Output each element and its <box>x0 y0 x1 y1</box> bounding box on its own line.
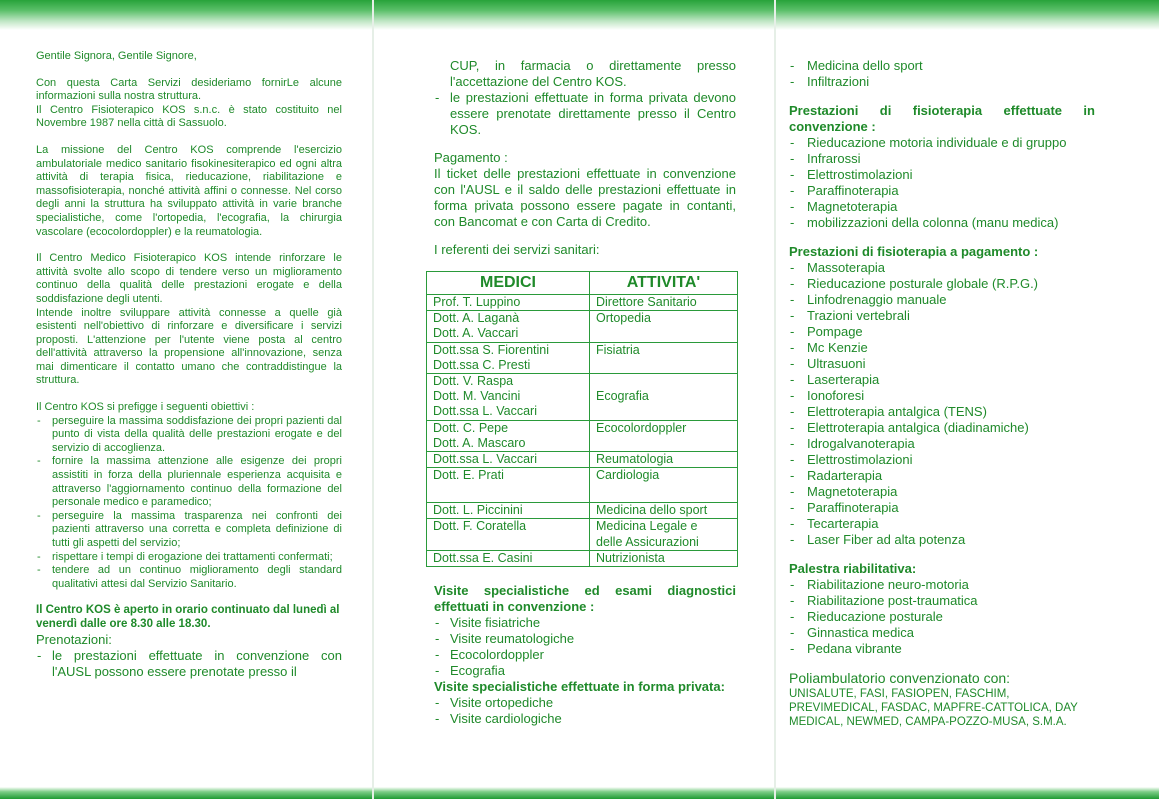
doctor-name: Dott. M. Vancini <box>433 389 521 404</box>
list-item: - Ionoforesi <box>789 388 1095 404</box>
table-row <box>427 519 738 550</box>
activity: delle Assicurazioni <box>596 534 699 549</box>
list-item: - perseguire la massima trasparenza nei confronti dei pazienti attraverso una corretta e completa definizione di tutti gli aspetti del servizio; <box>36 510 342 551</box>
polyclinic-partners: UNISALUTE, FASI, FASIOPEN, FASCHIM, PREVIMEDICAL, FASDAC, MAPFRE-CATTOLICA, DAY MEDICAL, NEWMED, CAMPA-POZZO-MUSA, S.M.A. <box>789 688 1078 728</box>
list-item: - Pedana vibrante <box>789 641 1095 657</box>
list-item: - Ginnastica medica <box>789 625 1095 641</box>
doctor-name: Prof. T. Luppino <box>433 295 521 309</box>
activity: Nutrizionista <box>596 550 665 565</box>
fold-line-right <box>774 0 776 799</box>
activity: Cardiologia <box>596 468 660 483</box>
list-item: - Paraffinoterapia <box>789 500 1095 516</box>
extra-services-list <box>789 58 1095 90</box>
bookings-title: Prenotazioni: <box>36 631 112 647</box>
doctor-name: Dott.ssa C. Presti <box>433 357 531 372</box>
objectives-intro: Il Centro KOS si prefigge i seguenti obiettivi : <box>36 401 255 414</box>
list-item: - Rieducazione posturale globale (R.P.G.) <box>789 276 1095 292</box>
list-item: - Magnetoterapia <box>789 199 1095 215</box>
list-item: - Rieducazione motoria individuale e di gruppo <box>789 135 1095 151</box>
list-item: - le prestazioni effettuate in forma privata devono essere prenotate direttamente presso il Centro KOS. <box>434 90 736 138</box>
table-row <box>427 295 738 311</box>
doctor-name: Dott. F. Coratella <box>433 519 527 534</box>
opening-hours: Il Centro KOS è aperto in orario continuato dal lunedì al venerdì dalle ore 8.30 alle 18.30. <box>36 604 340 630</box>
list-item: - Ultrasuoni <box>789 356 1095 372</box>
list-item: - Ecocolordoppler <box>434 647 736 663</box>
physio-paid-list <box>789 260 1095 548</box>
list-item: - Paraffinoterapia <box>789 183 1095 199</box>
top-green-band <box>0 0 1159 30</box>
fold-line-left <box>372 0 374 799</box>
greeting: Gentile Signora, Gentile Signore, <box>36 50 197 62</box>
list-item: - Radarterapia <box>789 468 1095 484</box>
list-item: - Pompage <box>789 324 1095 340</box>
list-item: - Idrogalvanoterapia <box>789 436 1095 452</box>
doctor-name: Dott.ssa L. Vaccari <box>433 452 537 467</box>
intro-paragraph: Con questa Carta Servizi desideriamo fornirLe alcune informazioni sulla nostra struttura. <box>36 76 342 103</box>
list-item: - Riabilitazione post-traumatica <box>789 593 1095 609</box>
table-row <box>427 311 738 342</box>
table-header-medici: MEDICI <box>427 272 590 295</box>
list-item: - Magnetoterapia <box>789 484 1095 500</box>
visits-convention-title: Visite specialistiche ed esami diagnostici effettuati in convenzione : <box>434 583 736 615</box>
table-row <box>427 503 738 519</box>
list-item: - Massoterapia <box>789 260 1095 276</box>
doctor-name: Dott. V. Raspa <box>433 374 514 389</box>
list-item: - mobilizzazioni della colonna (manu medica) <box>789 215 1095 231</box>
list-item: - Riabilitazione neuro-motoria <box>789 577 1095 593</box>
payment-title: Pagamento : <box>434 150 508 165</box>
table-row <box>427 420 738 451</box>
table-row <box>427 342 738 373</box>
reinforce-paragraph: Il Centro Medico Fisioterapico KOS intende rinforzare le attività svolte allo scopo di tendere verso un miglioramento continuo della qualità delle prestazioni erogate e della soddisfazione degli utenti. <box>36 252 342 305</box>
list-item: - Linfodrenaggio manuale <box>789 292 1095 308</box>
bottom-green-band <box>0 787 1159 799</box>
activity: Fisiatria <box>596 342 640 357</box>
list-item: - Visite fisiatriche <box>434 615 736 631</box>
table-row <box>427 550 738 566</box>
list-item: - Elettrostimolazioni <box>789 167 1095 183</box>
list-item: - Mc Kenzie <box>789 340 1095 356</box>
list-item: - fornire la massima attenzione alle esigenze dei propri assistiti in forza della pluriennale esperienza acquisita e attraverso l'aggiornamento continuo della formazione del personale medico e paramedico; <box>36 455 342 509</box>
list-item: - Elettrostimolazioni <box>789 452 1095 468</box>
table-row <box>427 374 738 421</box>
column-right <box>789 58 1095 729</box>
objectives-list <box>36 415 342 592</box>
mission-paragraph: La missione del Centro KOS comprende l'esercizio ambulatoriale medico sanitario fisokinesiterapico ed ogni altra attività di terapia fisica, rieducazione, riabilitazione e massofisioterapia, nonché attività affini o connesse. Nel corso degli anni la struttura ha sviluppato attività in varie branche specialistiche, come l'ortopedia, l'ecografia, la chirurgia vascolare (ecocolordoppler) e la reumatologia. <box>36 143 342 238</box>
list-item: - Laser Fiber ad alta potenza <box>789 532 1095 548</box>
table-row <box>427 452 738 468</box>
list-item: - perseguire la massima soddisfazione dei propri pazienti dal punto di vista della qualità delle prestazioni erogate e del servizio di accoglienza. <box>36 415 342 456</box>
doctor-name: Dott. C. Pepe <box>433 420 509 435</box>
list-item: - Ecografia <box>434 663 736 679</box>
list-item: - Rieducazione posturale <box>789 609 1095 625</box>
referents-title: I referenti dei servizi sanitari: <box>434 242 600 257</box>
list-item: - Elettroterapia antalgica (TENS) <box>789 404 1095 420</box>
list-item: - Infrarossi <box>789 151 1095 167</box>
list-item: - Laserterapia <box>789 372 1095 388</box>
doctor-name: Dott.ssa S. Fiorentini <box>433 342 550 357</box>
activity: Medicina Legale e <box>596 519 698 534</box>
bookings-list <box>36 648 342 680</box>
activity: Ecografia <box>596 389 649 404</box>
column-left <box>36 50 342 680</box>
founding-paragraph: Il Centro Fisioterapico KOS s.n.c. è stato costituito nel Novembre 1987 nella città di Sassuolo. <box>36 103 342 130</box>
physio-convention-title: Prestazioni di fisioterapia effettuate in convenzione : <box>789 103 1095 134</box>
doctor-name: Dott.ssa E. Casini <box>433 550 533 565</box>
physio-convention-list <box>789 135 1095 231</box>
list-item: - le prestazioni effettuate in convenzione con l'AUSL possono essere prenotate presso il <box>36 648 342 680</box>
list-item: - Visite cardiologiche <box>434 711 736 727</box>
booking-continuation: CUP, in farmacia o direttamente presso l'accettazione del Centro KOS. <box>450 58 736 89</box>
table-header-attivita: ATTIVITA' <box>590 272 738 295</box>
list-item: - rispettare i tempi di erogazione dei trattamenti confermati; <box>36 551 342 565</box>
development-paragraph: Intende inoltre sviluppare attività connesse a quelle già esistenti nell'obiettivo di rinforzare e diversificare i servizi proposti. L'attenzione per l'utente viene posta al centro dell'attività attraverso la propensione all'innovazione, senza mai dimenticare il contatto umano che contraddistingue la struttura. <box>36 306 342 387</box>
list-item: - Trazioni vertebrali <box>789 308 1095 324</box>
polyclinic-title: Poliambulatorio convenzionato con: <box>789 670 1011 686</box>
gym-title: Palestra riabilitativa: <box>789 561 917 576</box>
doctor-name: Dott. A. Laganà <box>433 311 520 326</box>
table-row <box>427 468 738 503</box>
visits-private-title: Visite specialistiche effettuate in forma privata: <box>434 679 725 695</box>
doctor-name: Dott. A. Vaccari <box>433 326 519 341</box>
list-item: - Medicina dello sport <box>789 58 1095 74</box>
doctor-name: Dott. E. Prati <box>433 468 504 483</box>
column-middle <box>434 58 736 727</box>
list-item: - Visite ortopediche <box>434 695 736 711</box>
staff-table <box>426 271 738 567</box>
list-item: - Visite reumatologiche <box>434 631 736 647</box>
booking-private-list <box>434 90 736 138</box>
physio-paid-title: Prestazioni di fisioterapia a pagamento : <box>789 244 1039 259</box>
list-item: - Infiltrazioni <box>789 74 1095 90</box>
visits-private-list <box>434 695 736 727</box>
doctor-name: Dott. L. Piccinini <box>433 503 523 518</box>
doctor-name: Dott. A. Mascaro <box>433 435 526 450</box>
visits-convention-list <box>434 615 736 679</box>
payment-paragraph: Il ticket delle prestazioni effettuate in convenzione con l'AUSL e il saldo delle prestazioni effettuate in forma privata possono essere pagate in contanti, con Bancomat e con Carta di Credito. <box>434 166 736 229</box>
list-item: - Tecarterapia <box>789 516 1095 532</box>
activity: Ortopedia <box>596 311 651 326</box>
list-item: - tendere ad un continuo miglioramento degli standard qualitativi attesi dal Servizio Sanitario. <box>36 564 342 591</box>
gym-list <box>789 577 1095 657</box>
list-item: - Elettroterapia antalgica (diadinamiche) <box>789 420 1095 436</box>
activity: Reumatologia <box>596 452 674 467</box>
activity: Ecocolordoppler <box>596 420 687 435</box>
activity: Direttore Sanitario <box>596 295 697 309</box>
activity: Medicina dello sport <box>596 503 708 518</box>
doctor-name: Dott.ssa L. Vaccari <box>433 404 537 419</box>
